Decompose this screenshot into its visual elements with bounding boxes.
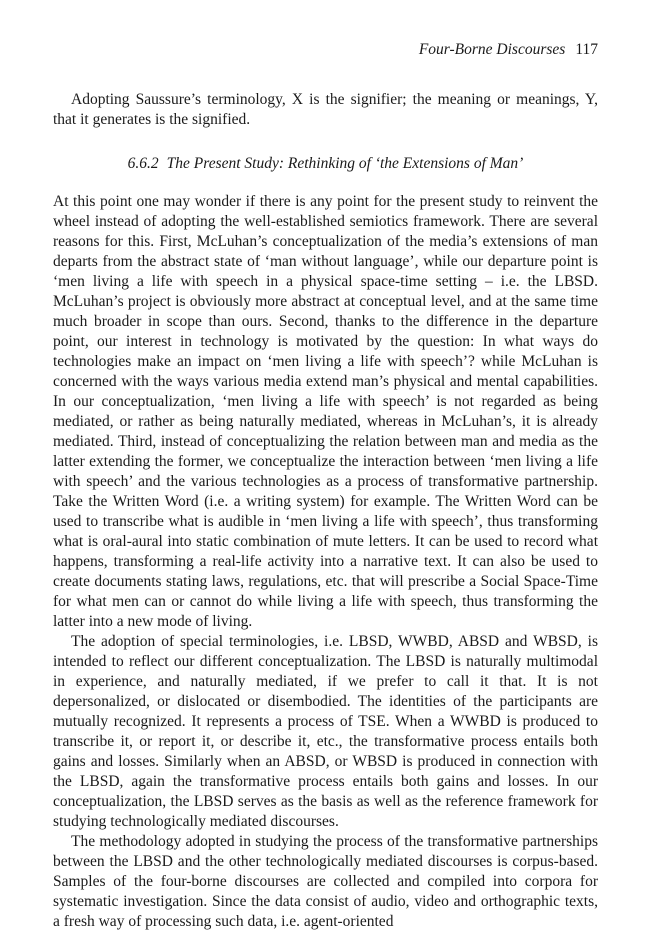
section-title: The Present Study: Rethinking of ‘the Extensions of Man’ (166, 155, 524, 172)
paragraph-saussure: Adopting Saussure’s terminology, X is the signifier; the meaning or meanings, Y, that it generates is the signified. (53, 91, 598, 128)
page-number: 117 (575, 41, 598, 58)
section-heading (53, 154, 598, 174)
running-header (53, 40, 598, 60)
page (53, 40, 598, 932)
paragraph-methodology: The methodology adopted in studying the process of the transformative partnerships between the LBSD and the other technologically mediated discourses is corpus-based. Samples of the four-borne discourses are collected and compiled into corpora for systematic investigation. Since the data consist of audio, video and orthographic texts, a fresh way of processing such data, i.e. agent-oriented (53, 833, 598, 930)
section-number: 6.6.2 (127, 155, 159, 172)
paragraph-terminologies: The adoption of special terminologies, i.e. LBSD, WWBD, ABSD and WBSD, is intended to reflect our different conceptualization. The LBSD is naturally multimodal in experience, and naturally mediated, if we prefer to call it that. It is not depersonalized, or dislocated or disembodied. The identities of the participants are mutually recognized. It represents a process of TSE. When a WWBD is produced to transcribe it, or report it, or describe it, etc., the transformative process entails both gains and losses. Similarly when an ABSD, or WBSD is produced in connection with the LBSD, again the transformative process entails both gains and losses. In our conceptualization, the LBSD serves as the basis as well as the reference framework for studying technologically mediated discourses. (53, 633, 598, 830)
paragraph-reasons: At this point one may wonder if there is any point for the present study to reinvent the wheel instead of adopting the well-established semiotics framework. There are several reasons for this. First, McLuhan’s conceptualization of the media’s extensions of man departs from the abstract state of ‘man without language’, while our departure point is ‘men living a life with speech in a physical space-time setting – i.e. the LBSD. McLuhan’s project is obviously more abstract at conceptual level, and at the same time much broader in scope than ours. Second, thanks to the difference in the departure point, our interest in technology is motivated by the question: In what ways do technologies make an impact on ‘men living a life with speech’? while McLuhan is concerned with the ways various media extend man’s physical and mental capabilities. In our conceptualization, ‘men living a life with speech’ is not regarded as being mediated, or rather as being naturally mediated, whereas in McLuhan’s, it is already mediated. Third, instead of conceptualizing the relation between man and media as the latter extending the former, we conceptualize the interaction between ‘men living a life with speech’ and the various technologies as a process of transformative partnership. Take the Written Word (i.e. a writing system) for example. The Written Word can be used to transcribe what is audible in ‘men living a life with speech’, thus transforming what is oral-aural into static combination of mute letters. It can be used to record what happens, transforming a real-life activity into a narrative text. It can also be used to create documents stating laws, regulations, etc. that will prescribe a Social Space-Time for what men can or cannot do while living a life with speech, thus transforming the latter into a new mode of living. (53, 193, 598, 630)
running-title: Four-Borne Discourses (418, 41, 566, 58)
